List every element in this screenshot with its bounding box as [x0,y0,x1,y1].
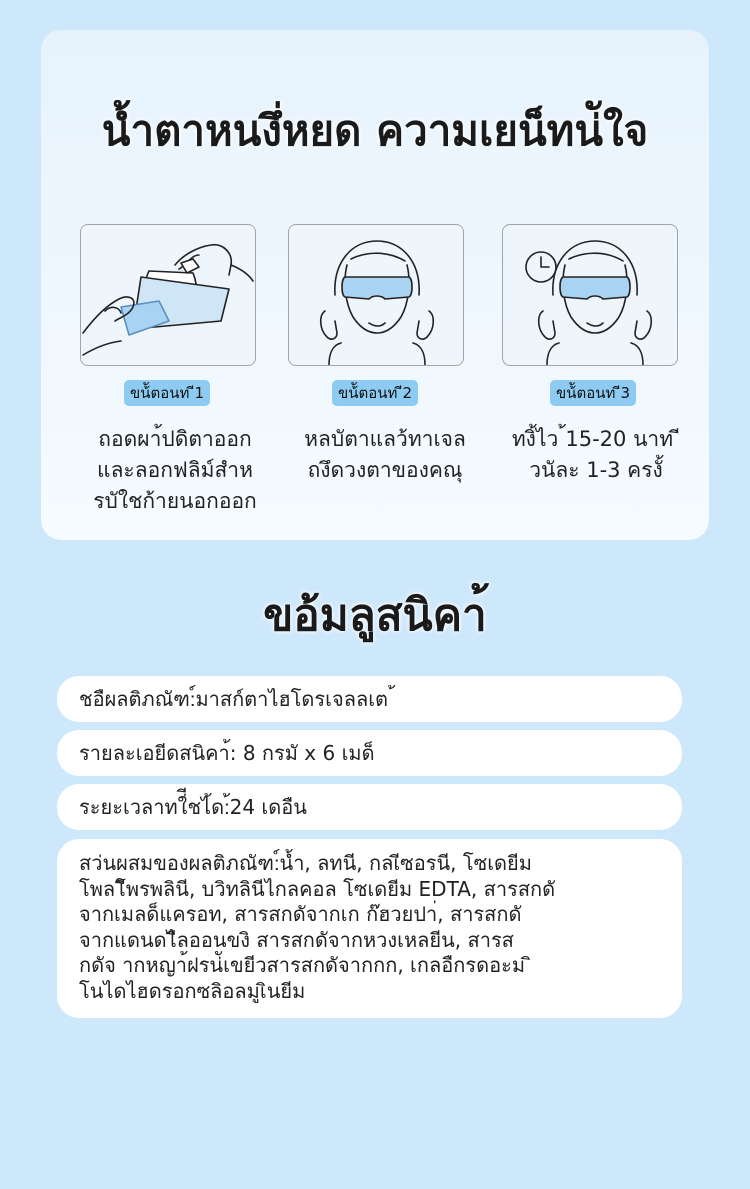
product-info-heading: ขอ้มลูสนิคา้ [263,590,487,641]
usage-heading: น้ำตาหนงึ่หยด ความเยน็ทน่ัใจ [101,106,649,155]
ingredients-line: โนไดไฮดรอกซลิอลมูเินยีม [79,978,306,1003]
step-2-line: หลบัตาแลว้ทาเจล [304,427,466,451]
step-2-badge: ขน้ัตอนท ี2 [332,380,418,406]
clock-eye-mask-icon [502,224,678,366]
step-3-badge: ขน้ัตอนท ี3 [550,380,636,406]
step-3-line: ทงิ้ไว ้15-20 นาท ี [511,427,681,451]
step-3-text [491,424,701,486]
product-name-row: ชอืผลติภณัฑ:์มาสก์ตาไฮโดรเจลลเต ้ [57,676,682,722]
eye-mask-face-icon [288,224,464,366]
step-1-line: และลอกฟลิม์สำห [97,458,253,482]
step-3-line: วนัละ 1-3 ครงั้ [529,458,663,482]
shelf-life-row: ระยะเวลาทใ่ีชไ้ด:้24 เดอืน [57,784,682,830]
ingredients-box [57,839,682,1018]
step-2-line: ถงึดวงตาของคณุ [307,458,463,482]
ingredients-line: กดัจ ากหญา้ฝรน่ัเขยีวสารสกดัจากกก, เกลอืกรดอะม ิ [79,953,532,977]
step-1-line: รบัใชก้ายนอกออก [93,489,257,513]
step-1-text [70,424,280,517]
step-1-line: ถอดผา้ปดิตาออก [98,427,252,451]
product-details-row: รายละเอยีดสนิคา้: 8 กรมั x 6 เมด็ [57,730,682,776]
ingredients-line: จากเมลด็แครอท, สารสกดัจากเก ก๊ฮวยปา่, สารสกดั [79,902,522,926]
step-1-badge: ขน้ัตอนท ี1 [124,380,210,406]
ingredients-line: สว่นผสมของผลติภณัฑ:์น้ำ, ลทนี, กลเีซอรนี, โซเดยีม [79,851,532,875]
step-2-text [280,424,490,486]
ingredients-line: จากแดนดไีลออนขงิ สารสกดัจากหวงเหลยีน, สารส [79,927,514,952]
ingredients-line: โพลโีพรพลินี, บวิทลินีไกลคอล โซเดยีม EDTA, สารสกดั [79,876,556,901]
peel-film-icon [80,224,256,366]
